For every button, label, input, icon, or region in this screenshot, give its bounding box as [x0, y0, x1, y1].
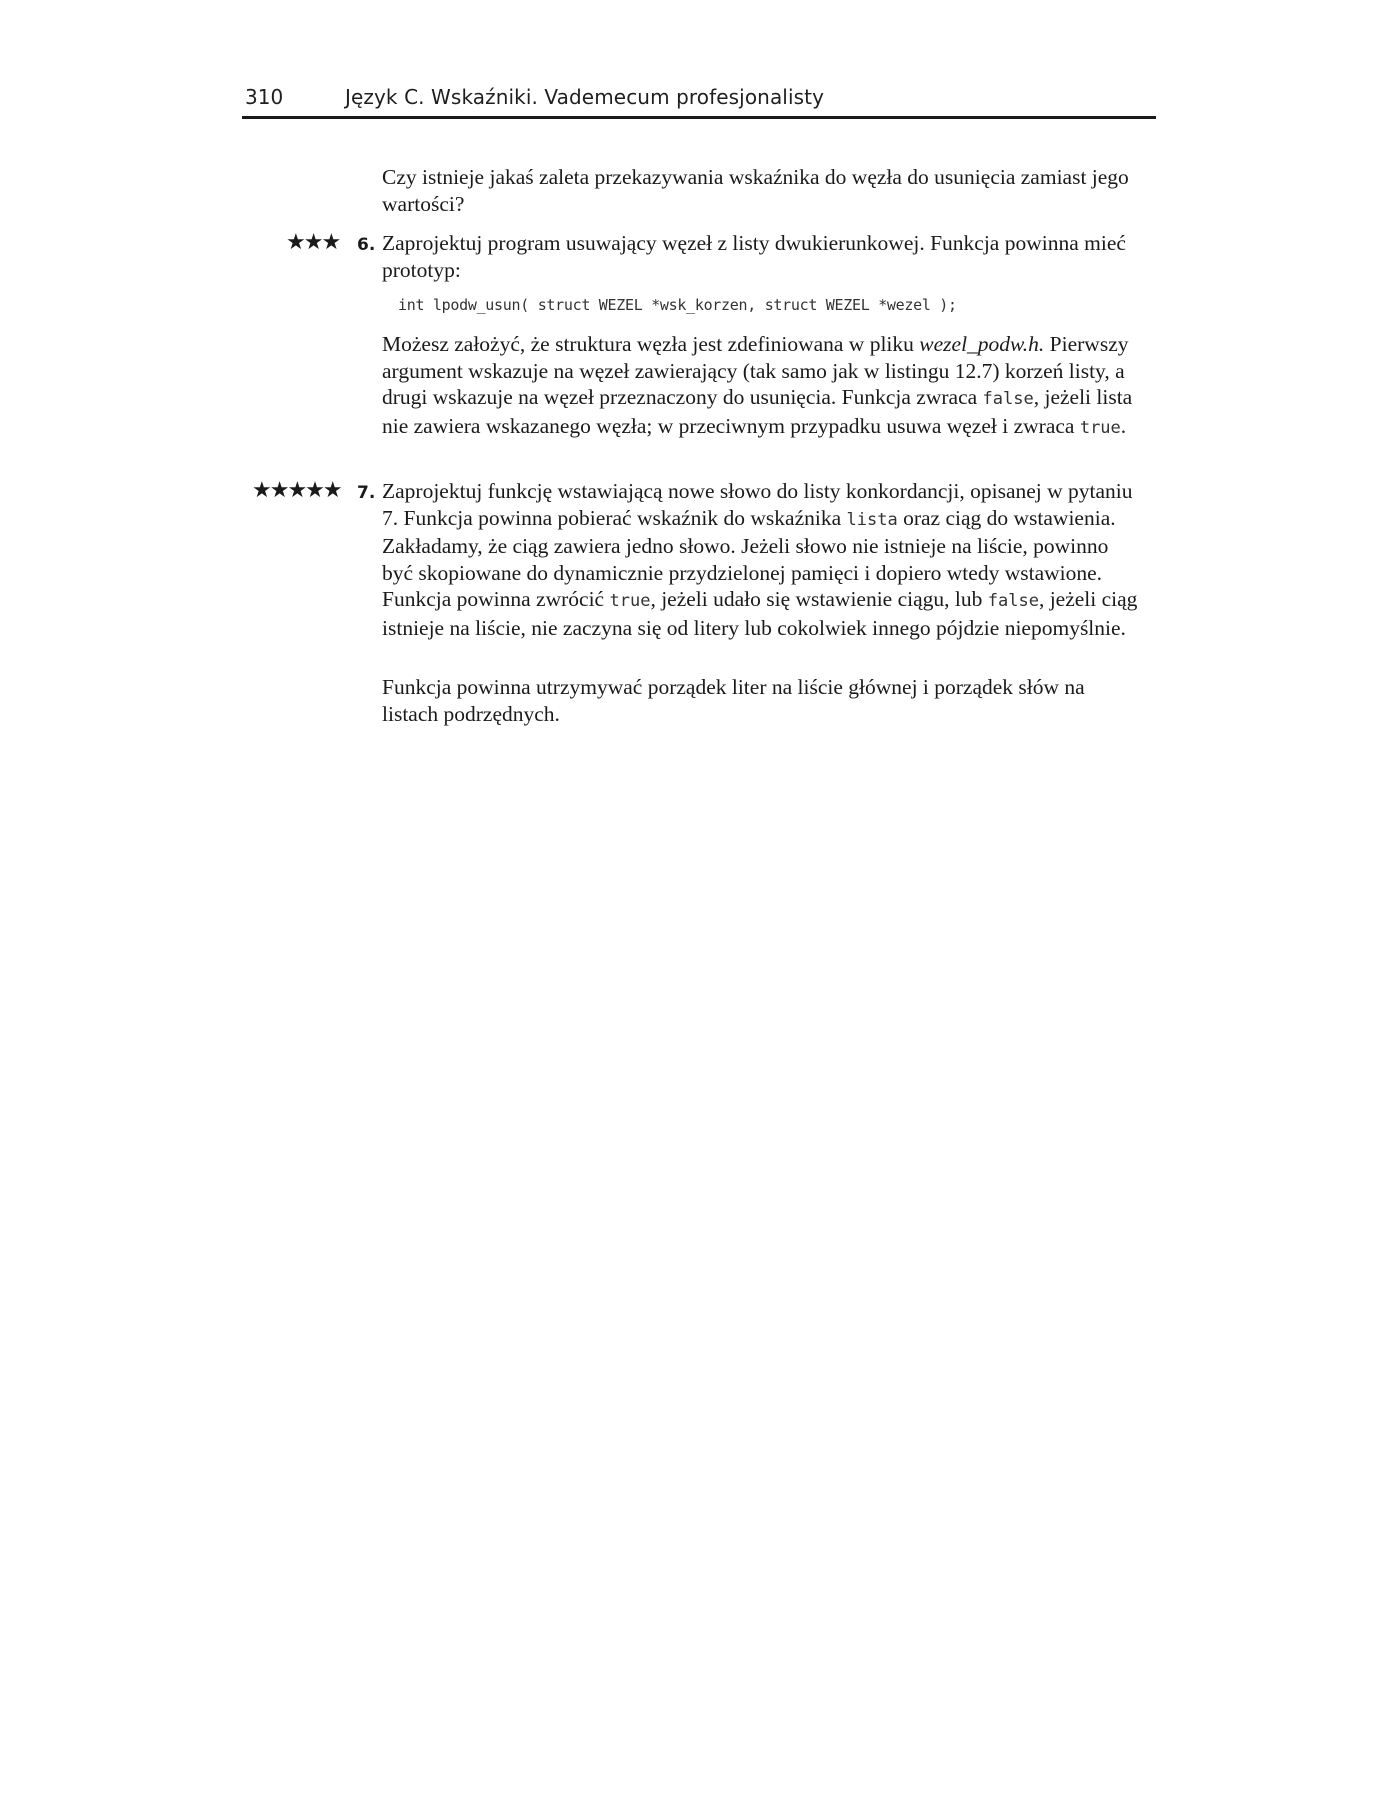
code-true: true [1079, 417, 1121, 438]
code-true-q7: true [609, 591, 651, 611]
question-7-text [382, 478, 1142, 641]
page-number: 310 [245, 85, 284, 109]
intro-paragraph: Czy istnieje jakaś zaleta przekazywania wskaźnika do węzła do usunięcia zamiast jego wartości? [382, 165, 1129, 216]
code-false-q7: false [987, 591, 1039, 611]
difficulty-stars-q6: ★★★ [286, 230, 340, 255]
q7-text-4: , jeżeli ciąg istnieje na liście, nie zaczyna się od litery lub cokolwiek innego pójdzie niepomyślnie. [382, 587, 1138, 640]
question-number-6: 6. [357, 235, 376, 255]
desc-text-2: Pierwszy argument wskazuje na węzeł zawierający (tak samo jak w listingu 12.7) korzeń listy, a drugi wskazuje na węzeł przeznaczony do usunięcia. Funkcja zwraca [382, 332, 1129, 409]
desc-text-1: Możesz założyć, że struktura węzła jest zdefiniowana w pliku [382, 332, 920, 356]
code-false: false [982, 389, 1034, 409]
q7-text-1: Zaprojektuj funkcję wstawiającą nowe słowo do listy konkordancji, opisanej w pytaniu 7. Funkcja powinna pobierać wskaźnik do wskaźnika [382, 479, 1133, 530]
desc-text-4: . [1120, 413, 1127, 438]
code-lista: lista [846, 509, 898, 530]
header-filename: wezel_podw.h. [919, 332, 1045, 356]
page-header [242, 82, 1156, 119]
question-6-description [382, 331, 1142, 441]
desc-text-3: , jeżeli lista nie zawiera wskazanego węzła; w przeciwnym przypadku usuwa węzeł i zwraca [382, 385, 1133, 438]
q7-text-2: oraz ciąg do wstawienia. Zakładamy, że ciąg zawiera jedno słowo. Jeżeli słowo nie istnieje na liście, powinno być skopiowane do dynamicznie przydzielonej pamięci i dopiero wtedy wstawione. Funkcja powinna zwrócić [382, 505, 1116, 611]
difficulty-stars-q7: ★★★★★ [252, 478, 341, 503]
question-6-text: Zaprojektuj program usuwający węzeł z listy dwukierunkowej. Funkcja powinna mieć prototyp: [382, 231, 1126, 282]
function-prototype-code: int lpodw_usun( struct WEZEL *wsk_korzen, struct WEZEL *wezel ); [398, 296, 957, 314]
question-number-7: 7. [357, 483, 376, 503]
book-title: Język C. Wskaźniki. Vademecum profesjonalisty [345, 85, 825, 109]
q7-text-3: , jeżeli udało się wstawienie ciągu, lub [650, 587, 988, 611]
question-7-followup: Funkcja powinna utrzymywać porządek liter na liście głównej i porządek słów na listach podrzędnych. [382, 675, 1085, 726]
